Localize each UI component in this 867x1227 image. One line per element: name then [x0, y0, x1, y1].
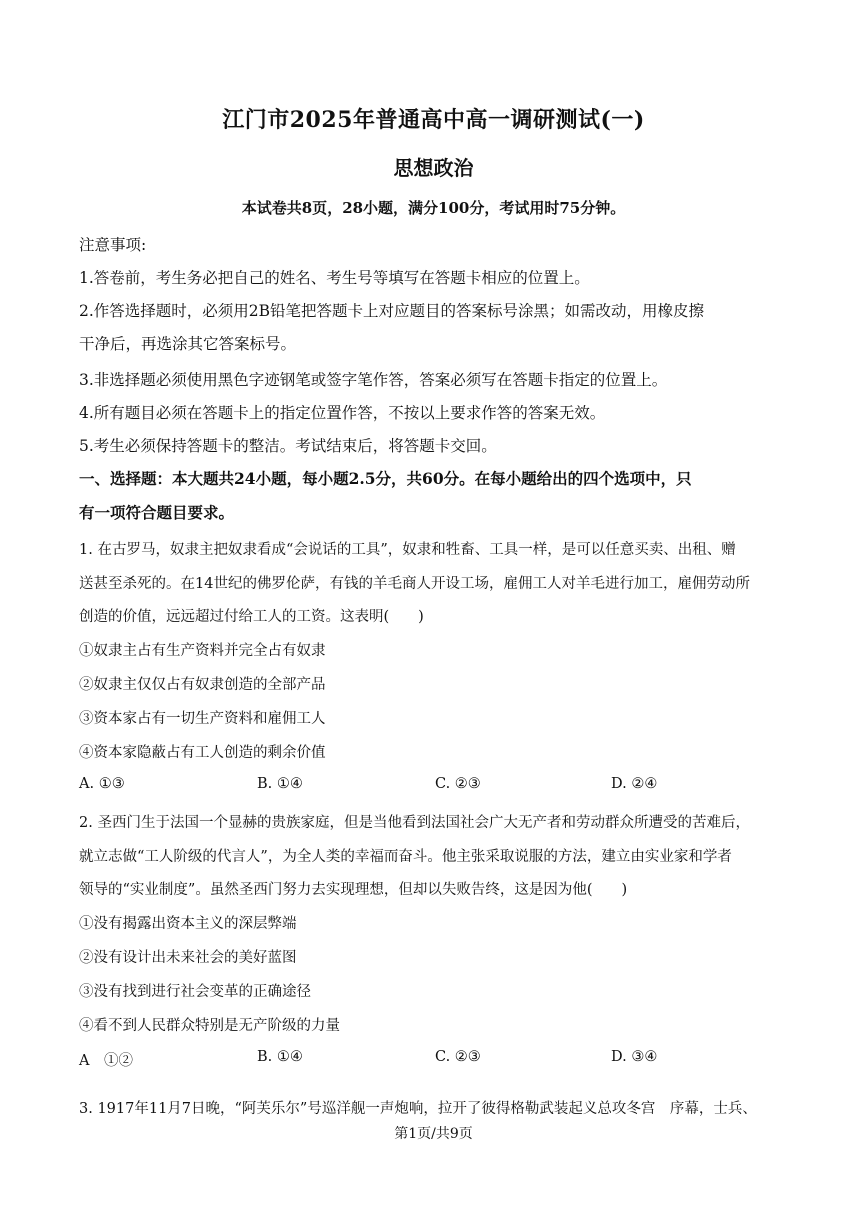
question-1-statement-4: ④资本家隐蔽占有工人创造的剩余价值: [79, 745, 326, 761]
question-2-option-d[interactable]: D. ③④: [611, 1049, 658, 1065]
question-2-options: [79, 1049, 779, 1069]
question-1-option-c[interactable]: C. ②③: [435, 776, 481, 792]
notice-item-4: 4.所有题目必须在答题卡上的指定位置作答，不按以上要求作答的答案无效。: [79, 404, 606, 422]
question-1-option-b[interactable]: B. ①④: [257, 776, 303, 792]
notice-heading: 注意事项:: [79, 236, 147, 254]
question-2-statement-3: ③没有找到进行社会变革的正确途径: [79, 984, 311, 1000]
question-1-options: [79, 776, 779, 796]
notice-item-1: 1.答卷前，考生务必把自己的姓名、考生号等填写在答题卡相应的位置上。: [79, 269, 590, 287]
section-heading-line1: 一、选择题：本大题共24小题，每小题2.5分，共60分。在每小题给出的四个选项中，只: [79, 469, 692, 488]
question-1-statement-2: ②奴隶主仅仅占有奴隶创造的全部产品: [79, 677, 326, 693]
exam-title: 江门市2025年普通高中高一调研测试(一): [222, 107, 645, 133]
section-heading-line2: 有一项符合题目要求。: [79, 503, 235, 522]
notice-item-3: 3.非选择题必须使用黑色字迹钢笔或签字笔作答，答案必须写在答题卡指定的位置上。: [79, 371, 668, 389]
question-2-option-a[interactable]: A ①②: [79, 1053, 133, 1069]
question-2-option-b[interactable]: B. ①④: [257, 1049, 303, 1065]
question-1-line-2: 送甚至杀死的。在14世纪的佛罗伦萨，有钱的羊毛商人开设工场，雇佣工人对羊毛进行加工，雇佣劳动所: [79, 576, 750, 592]
question-1-statement-1: ①奴隶主占有生产资料并完全占有奴隶: [79, 643, 326, 659]
question-2-statement-2: ②没有设计出未来社会的美好蓝图: [79, 950, 297, 966]
exam-intro: 本试卷共8页，28小题，满分100分，考试用时75分钟。: [241, 199, 626, 217]
question-1-option-d[interactable]: D. ②④: [611, 776, 658, 792]
question-1-option-a[interactable]: A. ①③: [79, 776, 125, 792]
question-2-statement-4: ④看不到人民群众特别是无产阶级的力量: [79, 1018, 340, 1034]
exam-subject: 思想政治: [393, 156, 474, 180]
question-2-statement-1: ①没有揭露出资本主义的深层弊端: [79, 916, 297, 932]
question-2-line-3: 领导的“实业制度”。虽然圣西门努力去实现理想，但却以失败告终，这是因为他( ): [79, 882, 628, 898]
question-2-option-c[interactable]: C. ②③: [435, 1049, 481, 1065]
notice-item-2: 2.作答选择题时，必须用2B铅笔把答题卡上对应题目的答案标号涂黑；如需改动，用橡皮擦: [79, 302, 705, 320]
page-number: 第1页/共9页: [394, 1126, 473, 1142]
notice-item-2-cont: 干净后，再选涂其它答案标号。: [79, 335, 297, 353]
question-1-statement-3: ③资本家占有一切生产资料和雇佣工人: [79, 711, 326, 727]
question-2-line-2: 就立志做“工人阶级的代言人”，为全人类的幸福而奋斗。他主张采取说服的方法，建立由实业家和学者: [79, 849, 732, 865]
notice-item-5: 5.考生必须保持答题卡的整洁。考试结束后，将答题卡交回。: [79, 437, 497, 455]
question-1-line-3: 创造的价值，远远超过付给工人的工资。这表明( ): [79, 609, 424, 625]
question-2-line-1: 2. 圣西门生于法国一个显赫的贵族家庭，但是当他看到法国社会广大无产者和劳动群众所遭受的苦难后，: [79, 815, 750, 831]
question-3-line-1: 3. 1917年11月7日晚，“阿芙乐尔”号巡洋舰一声炮响，拉开了彼得格勒武装起义总攻冬宫 序幕，士兵、: [79, 1101, 757, 1117]
question-1-line-1: 1. 在古罗马，奴隶主把奴隶看成“会说话的工具”，奴隶和牲畜、工具一样，是可以任意买卖、出租、赠: [79, 542, 736, 558]
